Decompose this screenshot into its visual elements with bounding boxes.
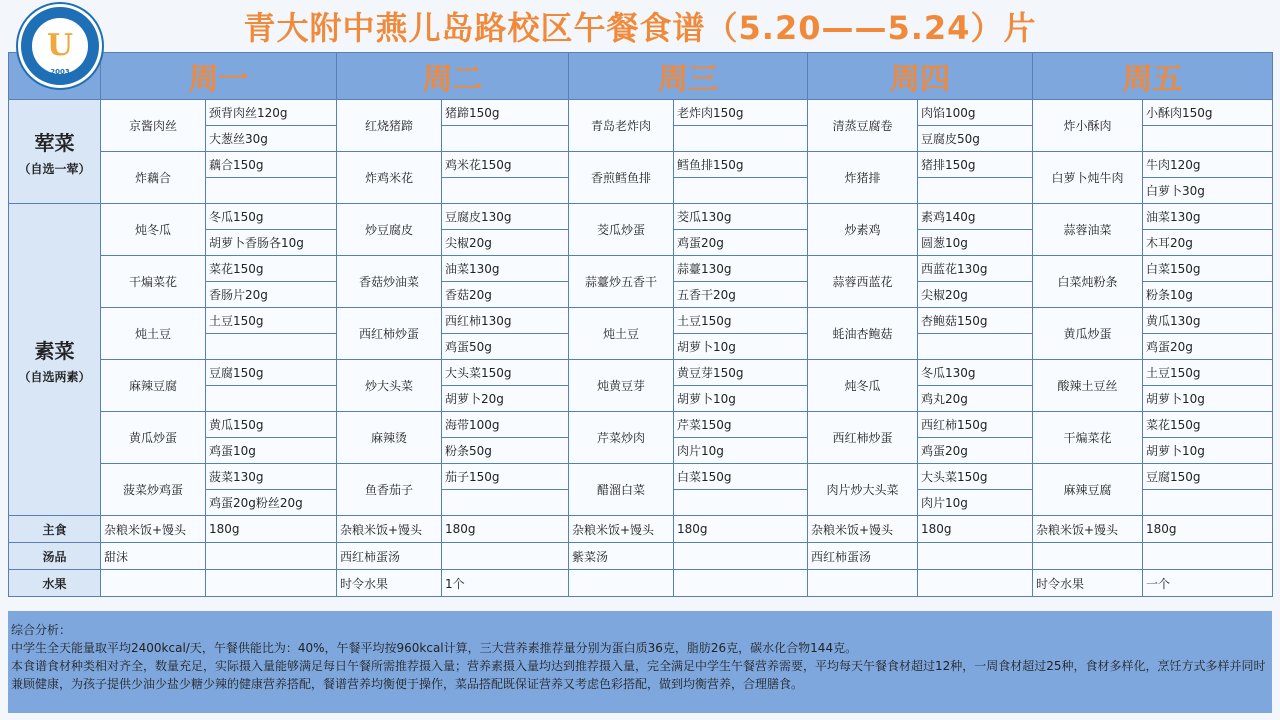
ingredient: 黄豆芽150g xyxy=(674,360,808,386)
ingredient: 菜花150g xyxy=(1143,412,1273,438)
fruit-item: 时令水果 xyxy=(337,570,442,597)
ingredient: 香肠片20g xyxy=(206,282,337,308)
dish-name: 麻辣豆腐 xyxy=(1033,464,1143,516)
fruit-amount xyxy=(674,570,808,597)
dish-name: 西红柿炒蛋 xyxy=(808,412,918,464)
ingredient: 小酥肉150g xyxy=(1143,100,1273,126)
dish-name: 黄瓜炒蛋 xyxy=(101,412,206,464)
day-header-row xyxy=(9,53,1273,100)
category-note: （自选两素） xyxy=(18,369,91,384)
ingredient: 胡萝卜香肠各10g xyxy=(206,230,337,256)
ingredient: 黄瓜150g xyxy=(206,412,337,438)
ingredient: 粉条50g xyxy=(442,438,569,464)
dish-name: 炒素鸡 xyxy=(808,204,918,256)
ingredient: 香菇20g xyxy=(442,282,569,308)
ingredient: 土豆150g xyxy=(674,308,808,334)
ingredient: 胡萝卜10g xyxy=(674,386,808,412)
ingredient xyxy=(206,334,337,360)
staple-amount: 180g xyxy=(442,516,569,543)
soup-row xyxy=(9,543,1273,570)
logo-year: 2003 xyxy=(50,68,70,76)
dish-name: 鱼香茄子 xyxy=(337,464,442,516)
staple-item: 杂粮米饭+馒头 xyxy=(337,516,442,543)
dish-name: 黄瓜炒蛋 xyxy=(1033,308,1143,360)
dish-name: 酸辣土豆丝 xyxy=(1033,360,1143,412)
ingredient: 鸡蛋20g xyxy=(918,438,1033,464)
ingredient: 鸡蛋50g xyxy=(442,334,569,360)
dish-name: 炖冬瓜 xyxy=(808,360,918,412)
dish-name: 芹菜炒肉 xyxy=(569,412,674,464)
ingredient: 白菜150g xyxy=(674,464,808,490)
ingredient: 圆葱10g xyxy=(918,230,1033,256)
dish-name: 炖土豆 xyxy=(101,308,206,360)
ingredient: 鸡蛋20g xyxy=(1143,334,1273,360)
ingredient: 肉片10g xyxy=(674,438,808,464)
logo-letter: U xyxy=(46,28,74,63)
staple-item: 杂粮米饭+馒头 xyxy=(101,516,206,543)
ingredient: 猪蹄150g xyxy=(442,100,569,126)
ingredient: 鸡丸20g xyxy=(918,386,1033,412)
dish-name: 炸猪排 xyxy=(808,152,918,204)
dish-name: 炖冬瓜 xyxy=(101,204,206,256)
analysis-energy: 中学生全天能量取平均2400kcal/天，午餐供能比为：40%，午餐平均按960kcal计算，三大营养素推荐量分别为蛋白质36克，脂肪26克，碳水化合物144克。 xyxy=(11,641,858,655)
category-name: 素菜 xyxy=(34,338,75,363)
dish-name: 白萝卜炖牛肉 xyxy=(1033,152,1143,204)
ingredient: 胡萝卜10g xyxy=(674,334,808,360)
soup-item: 西红柿蛋汤 xyxy=(808,543,918,570)
dish-name: 香菇炒油菜 xyxy=(337,256,442,308)
dish-name: 麻辣豆腐 xyxy=(101,360,206,412)
soup-amount xyxy=(1143,543,1273,570)
ingredient: 肉馅100g xyxy=(918,100,1033,126)
ingredient: 土豆150g xyxy=(1143,360,1273,386)
analysis-summary: 本食谱食材种类相对齐全，数量充足，实际摄入量能够满足每日午餐所需推荐摄入量；营养素摄入量均达到推荐摄入量，完全满足中学生午餐营养需要，平均每天午餐食材超过12种，一周食材超过25种，食材多样化，烹饪方式多样并同时兼顾健康，为孩子提供少油少盐少糖少辣的健康营养搭配，餐谱营养均衡便于操作，菜品搭配既保证营养又考虑色彩搭配，做到均衡营养，合理膳食。 xyxy=(11,659,1266,691)
ingredient: 老炸肉150g xyxy=(674,100,808,126)
dish-name: 蒜蓉西蓝花 xyxy=(808,256,918,308)
day-header: 周一 xyxy=(101,53,337,100)
ingredient: 茄子150g xyxy=(442,464,569,490)
ingredient: 肉片10g xyxy=(918,490,1033,516)
soup-item: 甜沫 xyxy=(101,543,206,570)
ingredient xyxy=(1143,126,1273,152)
day-header: 周四 xyxy=(808,53,1033,100)
fruit-amount: 1个 xyxy=(442,570,569,597)
ingredient: 豆腐150g xyxy=(1143,464,1273,490)
soup-amount xyxy=(442,543,569,570)
ingredient: 素鸡140g xyxy=(918,204,1033,230)
category-name: 荤菜 xyxy=(34,130,75,155)
staple-amount: 180g xyxy=(674,516,808,543)
ingredient: 菜花150g xyxy=(206,256,337,282)
ingredient: 胡萝卜10g xyxy=(1143,438,1273,464)
ingredient xyxy=(206,386,337,412)
ingredient: 胡萝卜20g xyxy=(442,386,569,412)
ingredient: 胡萝卜10g xyxy=(1143,386,1273,412)
ingredient: 豆腐150g xyxy=(206,360,337,386)
fruit-item xyxy=(808,570,918,597)
logo-emblem xyxy=(32,18,88,74)
staple-amount: 180g xyxy=(206,516,337,543)
dish-name: 炸小酥肉 xyxy=(1033,100,1143,152)
ingredient: 西蓝花130g xyxy=(918,256,1033,282)
ingredient: 土豆150g xyxy=(206,308,337,334)
dish-name: 青岛老炸肉 xyxy=(569,100,674,152)
analysis-panel xyxy=(8,611,1272,713)
staple-item: 杂粮米饭+馒头 xyxy=(808,516,918,543)
ingredient: 大头菜150g xyxy=(442,360,569,386)
day-header: 周二 xyxy=(337,53,569,100)
school-logo xyxy=(18,4,102,88)
dish-name: 京酱肉丝 xyxy=(101,100,206,152)
dish-name: 香煎鳕鱼排 xyxy=(569,152,674,204)
dish-name: 清蒸豆腐卷 xyxy=(808,100,918,152)
ingredient: 冬瓜130g xyxy=(918,360,1033,386)
ingredient: 白萝卜30g xyxy=(1143,178,1273,204)
dish-name: 醋溜白菜 xyxy=(569,464,674,516)
fruit-item xyxy=(101,570,206,597)
fruit-item xyxy=(569,570,674,597)
category-note: （自选一荤） xyxy=(18,161,91,176)
dish-name: 炸鸡米花 xyxy=(337,152,442,204)
ingredient: 黄瓜130g xyxy=(1143,308,1273,334)
ingredient xyxy=(918,178,1033,204)
soup-amount xyxy=(918,543,1033,570)
ingredient: 鸡蛋20g xyxy=(674,230,808,256)
ingredient: 白菜150g xyxy=(1143,256,1273,282)
ingredient xyxy=(674,178,808,204)
table-row xyxy=(9,360,1273,386)
ingredient: 杏鲍菇150g xyxy=(918,308,1033,334)
table-row xyxy=(9,412,1273,438)
dish-name: 蒜蓉油菜 xyxy=(1033,204,1143,256)
fruit-item: 时令水果 xyxy=(1033,570,1143,597)
fruit-amount xyxy=(918,570,1033,597)
ingredient: 茭瓜130g xyxy=(674,204,808,230)
soup-amount xyxy=(674,543,808,570)
ingredient: 海带100g xyxy=(442,412,569,438)
ingredient: 冬瓜150g xyxy=(206,204,337,230)
page-title: 青大附中燕儿岛路校区午餐食谱（5.20——5.24）片 xyxy=(243,9,1037,47)
staple-item: 杂粮米饭+馒头 xyxy=(1033,516,1143,543)
ingredient xyxy=(674,490,808,516)
soup-amount xyxy=(206,543,337,570)
ingredient: 西红柿130g xyxy=(442,308,569,334)
category-veg xyxy=(9,204,101,516)
table-row xyxy=(9,152,1273,178)
staple-item: 杂粮米饭+馒头 xyxy=(569,516,674,543)
fruit-amount xyxy=(206,570,337,597)
ingredient: 芹菜150g xyxy=(674,412,808,438)
ingredient xyxy=(442,178,569,204)
ingredient xyxy=(674,126,808,152)
ingredient: 鸡米花150g xyxy=(442,152,569,178)
ingredient: 牛肉120g xyxy=(1143,152,1273,178)
dish-name: 西红柿炒蛋 xyxy=(337,308,442,360)
ingredient: 鸡蛋20g粉丝20g xyxy=(206,490,337,516)
ingredient: 鳕鱼排150g xyxy=(674,152,808,178)
ingredient xyxy=(442,490,569,516)
dish-name: 炖土豆 xyxy=(569,308,674,360)
table-row xyxy=(9,204,1273,230)
table-row xyxy=(9,100,1273,126)
analysis-heading: 综合分析： xyxy=(11,623,72,637)
ingredient: 尖椒20g xyxy=(918,282,1033,308)
ingredient: 豆腐皮50g xyxy=(918,126,1033,152)
dish-name: 肉片炒大头菜 xyxy=(808,464,918,516)
staple-amount: 180g xyxy=(918,516,1033,543)
dish-name: 干煸菜花 xyxy=(101,256,206,308)
ingredient: 大葱丝30g xyxy=(206,126,337,152)
fruit-amount: 一个 xyxy=(1143,570,1273,597)
category-staple: 主食 xyxy=(9,516,101,543)
fruit-row xyxy=(9,570,1273,597)
ingredient xyxy=(1143,490,1273,516)
dish-name: 蚝油杏鲍菇 xyxy=(808,308,918,360)
staple-amount: 180g xyxy=(1143,516,1273,543)
dish-name: 炖黄豆芽 xyxy=(569,360,674,412)
table-row xyxy=(9,308,1273,334)
ingredient: 尖椒20g xyxy=(442,230,569,256)
ingredient: 藕合150g xyxy=(206,152,337,178)
ingredient: 粉条10g xyxy=(1143,282,1273,308)
ingredient xyxy=(442,126,569,152)
ingredient: 油菜130g xyxy=(1143,204,1273,230)
ingredient: 五香干20g xyxy=(674,282,808,308)
ingredient: 木耳20g xyxy=(1143,230,1273,256)
ingredient: 西红柿150g xyxy=(918,412,1033,438)
ingredient: 鸡蛋10g xyxy=(206,438,337,464)
category-fruit: 水果 xyxy=(9,570,101,597)
ingredient xyxy=(206,178,337,204)
dish-name: 干煸菜花 xyxy=(1033,412,1143,464)
day-header: 周五 xyxy=(1033,53,1273,100)
category-meat xyxy=(9,100,101,204)
soup-item: 紫菜汤 xyxy=(569,543,674,570)
table-row xyxy=(9,464,1273,490)
dish-name: 炒豆腐皮 xyxy=(337,204,442,256)
table-row xyxy=(9,256,1273,282)
dish-name: 白菜炖粉条 xyxy=(1033,256,1143,308)
dish-name: 麻辣烫 xyxy=(337,412,442,464)
ingredient: 大头菜150g xyxy=(918,464,1033,490)
dish-name: 红烧猪蹄 xyxy=(337,100,442,152)
dish-name: 茭瓜炒蛋 xyxy=(569,204,674,256)
category-soup: 汤品 xyxy=(9,543,101,570)
dish-name: 菠菜炒鸡蛋 xyxy=(101,464,206,516)
ingredient: 油菜130g xyxy=(442,256,569,282)
day-header: 周三 xyxy=(569,53,808,100)
menu-table xyxy=(8,52,1273,597)
ingredient: 菠菜130g xyxy=(206,464,337,490)
ingredient xyxy=(918,334,1033,360)
staple-row xyxy=(9,516,1273,543)
ingredient: 蒜薹130g xyxy=(674,256,808,282)
ingredient: 颈背肉丝120g xyxy=(206,100,337,126)
soup-item: 西红柿蛋汤 xyxy=(337,543,442,570)
soup-item xyxy=(1033,543,1143,570)
ingredient: 豆腐皮130g xyxy=(442,204,569,230)
ingredient: 猪排150g xyxy=(918,152,1033,178)
dish-name: 炒大头菜 xyxy=(337,360,442,412)
dish-name: 蒜薹炒五香干 xyxy=(569,256,674,308)
dish-name: 炸藕合 xyxy=(101,152,206,204)
